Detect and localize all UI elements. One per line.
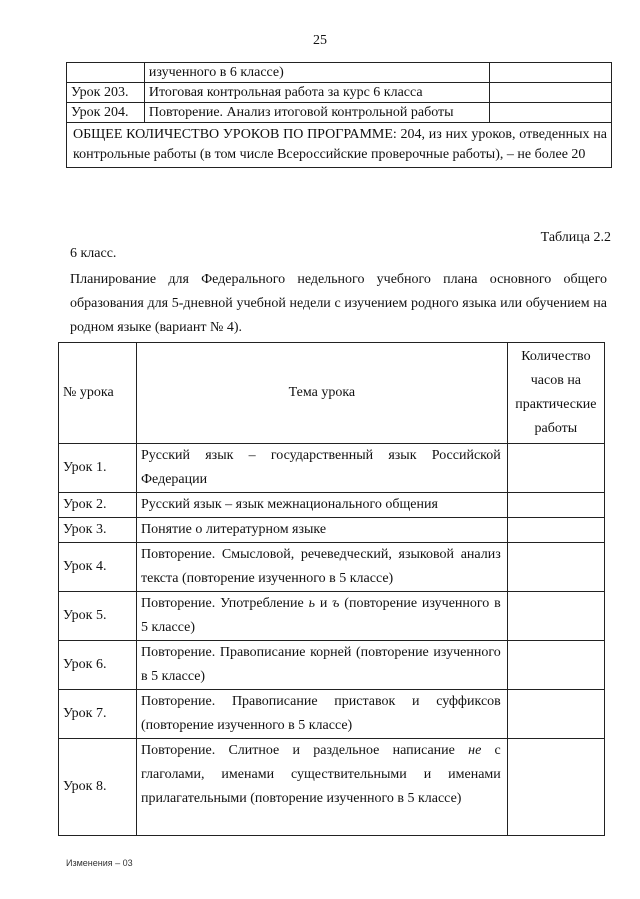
lesson-topic: Итоговая контрольная работа за курс 6 класса [144, 83, 489, 103]
lesson-number: Урок 7. [59, 690, 137, 739]
hard-sign-letter: ъ [332, 596, 340, 611]
table-label: Таблица 2.2 [540, 230, 611, 245]
table-row [59, 444, 605, 493]
table-row [59, 493, 605, 518]
lesson-hours [507, 641, 604, 690]
table-row-total [67, 123, 612, 168]
lesson-hours [507, 690, 604, 739]
lesson-number: Урок 2. [59, 493, 137, 518]
lesson-number: Урок 204. [67, 103, 145, 123]
table-row [59, 739, 605, 836]
lesson-topic: изученного в 6 классе) [144, 63, 489, 83]
total-lessons-text: ОБЩЕЕ КОЛИЧЕСТВО УРОКОВ ПО ПРОГРАММЕ: 204, из них уроков, отведенных на контрольные работы (в том числе Всероссийские проверочные работы), – не более 20 [67, 123, 612, 168]
lesson-number: Урок 5. [59, 592, 137, 641]
soft-sign-letter: ь [308, 596, 315, 611]
lesson-hours [507, 592, 604, 641]
lesson-hours [507, 739, 604, 836]
header-practical-hours: Количество часов на практические работы [507, 343, 604, 444]
lesson-topic: Русский язык – государственный язык Российской Федерации [137, 444, 508, 493]
footer-revision: Изменения – 03 [66, 858, 133, 868]
lesson-hours [489, 103, 611, 123]
lesson-plan-table [58, 342, 605, 836]
topic-text: (повторение изученного в 5 классе) [141, 596, 501, 635]
lesson-number: Урок 4. [59, 543, 137, 592]
lesson-number: Урок 1. [59, 444, 137, 493]
lesson-topic: Повторение. Правописание приставок и суффиксов (повторение изученного в 5 классе) [137, 690, 508, 739]
table-row [59, 518, 605, 543]
lesson-number [67, 63, 145, 83]
lesson-topic: Русский язык – язык межнационального общения [137, 493, 508, 518]
lesson-number: Урок 6. [59, 641, 137, 690]
top-table [66, 62, 612, 168]
lesson-number: Урок 8. [59, 739, 137, 836]
table-row [67, 103, 612, 123]
table-row [59, 543, 605, 592]
lesson-topic: Повторение. Смысловой, речеведческий, языковой анализ текста (повторение изученного в 5 классе) [137, 543, 508, 592]
header-lesson-topic: Тема урока [137, 343, 508, 444]
lesson-number: Урок 203. [67, 83, 145, 103]
page-number: 25 [313, 33, 327, 48]
lesson-hours [507, 518, 604, 543]
grade-label: 6 класс. [70, 246, 117, 261]
lesson-hours [507, 493, 604, 518]
lesson-hours [507, 543, 604, 592]
table-row [67, 63, 612, 83]
table-row [59, 641, 605, 690]
lesson-hours [489, 83, 611, 103]
topic-text: Повторение. Употребление [141, 596, 309, 611]
table-row [67, 83, 612, 103]
lesson-topic: Понятие о литературном языке [137, 518, 508, 543]
lesson-number: Урок 3. [59, 518, 137, 543]
lesson-topic [137, 592, 508, 641]
topic-text: с глаголами, именами существительными и именами прилагательными (повторение изученного в 5 классе) [141, 743, 501, 806]
topic-text: и [314, 596, 333, 611]
lesson-topic [137, 739, 508, 836]
table-row [59, 690, 605, 739]
table-row [59, 592, 605, 641]
header-lesson-number: № урока [59, 343, 137, 444]
lesson-hours [489, 63, 611, 83]
table-header-row [59, 343, 605, 444]
lesson-topic: Повторение. Анализ итоговой контрольной работы [144, 103, 489, 123]
particle-ne: не [468, 743, 482, 758]
lesson-topic: Повторение. Правописание корней (повторение изученного в 5 классе) [137, 641, 508, 690]
topic-text: Повторение. Слитное и раздельное написание [141, 743, 469, 758]
plan-description: Планирование для Федерального недельного учебного плана основного общего образования для 5-дневной учебной недели с изучением родного языка или обучением на родном языке (вариант № 4). [70, 272, 607, 335]
lesson-hours [507, 444, 604, 493]
